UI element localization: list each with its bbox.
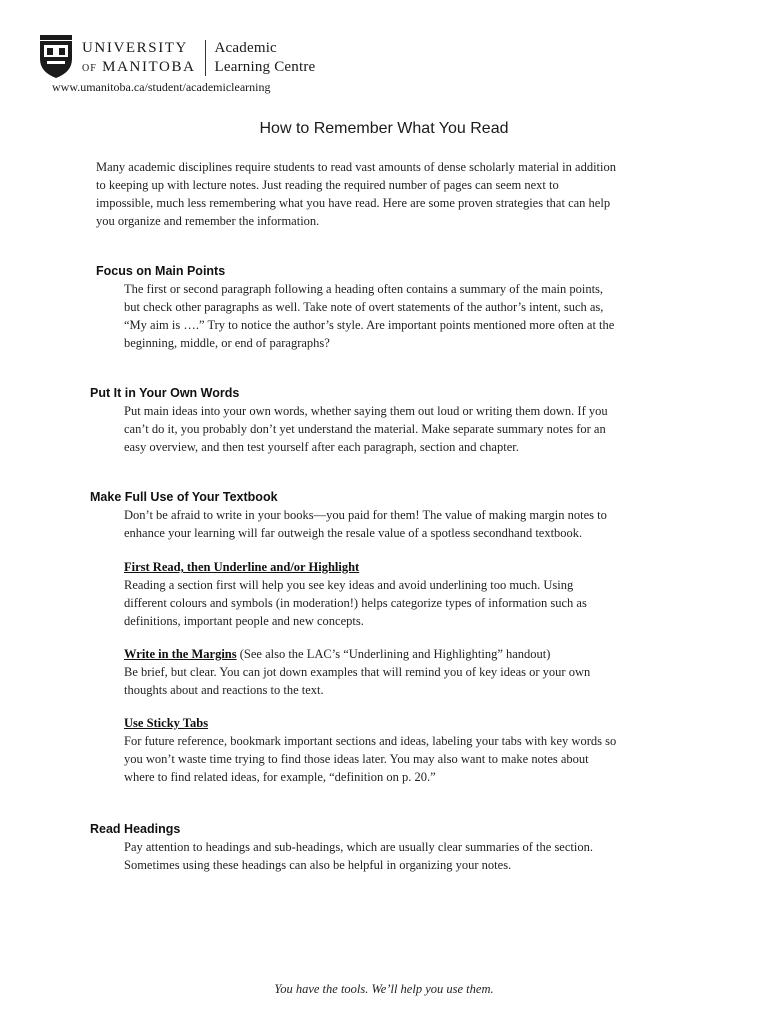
section-heading-main-points: Focus on Main Points [96, 264, 226, 278]
subsection-margins [124, 645, 714, 699]
body-line: you won’t waste time trying to find those ideas later. You may also want to make notes about [124, 752, 589, 766]
body-line: Be brief, but clear. You can jot down examples that will remind you of key ideas or your own [124, 665, 591, 679]
body-line: The first or second paragraph following a heading often contains a summary of the main points, [124, 282, 604, 296]
section-body-own-words [124, 402, 704, 456]
body-line: thoughts about and reactions to the text. [124, 683, 324, 697]
centre-name [215, 39, 316, 77]
body-line: Pay attention to headings and sub-headings, which are usually clear summaries of the section. [124, 840, 593, 854]
body-line: Don’t be afraid to write in your books—you paid for them! The value of making margin notes to [124, 508, 607, 522]
body-line: beginning, middle, or end of paragraphs? [124, 336, 330, 350]
section-heading-textbook: Make Full Use of Your Textbook [90, 490, 278, 504]
logo-of: OF [82, 63, 97, 74]
document-title: How to Remember What You Read [259, 120, 509, 137]
subsection-sticky-tabs [124, 714, 714, 786]
subsection-title: First Read, then Underline and/or Highlight [124, 560, 360, 574]
subsection-first-read [124, 558, 714, 630]
university-wordmark [82, 39, 196, 78]
body-line: but check other paragraphs as well. Take note of overt statements of the author’s intent, such as, [124, 300, 604, 314]
subsection-title: Use Sticky Tabs [124, 716, 209, 730]
subsection-title-suffix: (See also the LAC’s “Underlining and Highlighting” handout) [236, 647, 551, 661]
section-body-main-points [124, 280, 704, 352]
logo-line-university: UNIVERSITY [82, 40, 188, 56]
body-line: Sometimes using these headings can also be helpful in organizing your notes. [124, 858, 512, 872]
body-line: definitions, important people and new concepts. [124, 614, 364, 628]
section-body-headings [124, 838, 704, 874]
body-line: Reading a section first will help you see key ideas and avoid underlining too much. Using [124, 578, 574, 592]
university-crest-icon [38, 35, 74, 79]
website-url[interactable]: www.umanitoba.ca/student/academiclearning [52, 80, 271, 94]
body-line: enhance your learning will far outweigh the resale value of a spotless secondhand textbook. [124, 526, 583, 540]
university-logo [38, 35, 315, 79]
body-line: For future reference, bookmark important sections and ideas, labeling your tabs with key words so [124, 734, 617, 748]
body-line: easy overview, and then test yourself after each paragraph, section and chapter. [124, 440, 519, 454]
body-line: different colours and symbols (in moderation!) helps categorize types of information such as [124, 596, 587, 610]
body-line: Put main ideas into your own words, whether saying them out loud or writing them down. If you [124, 404, 608, 418]
intro-line: you organize and remember the information. [96, 214, 320, 228]
logo-divider [205, 40, 206, 76]
intro-paragraph [96, 158, 696, 230]
centre-line-1: Academic [214, 40, 277, 56]
logo-line-manitoba [82, 58, 196, 78]
body-line: can’t do it, you probably don’t yet understand the material. Make separate summary notes for an [124, 422, 606, 436]
section-heading-own-words: Put It in Your Own Words [90, 386, 240, 400]
intro-line: to keeping up with lecture notes. Just reading the required number of pages can seem next to [96, 178, 559, 192]
footer-tagline: You have the tools. We’ll help you use them. [274, 982, 494, 996]
centre-line-2: Learning Centre [214, 59, 316, 75]
intro-line: impossible, much less remembering what you have read. Here are some proven strategies that can help [96, 196, 611, 210]
intro-line: Many academic disciplines require students to read vast amounts of dense scholarly material in addition [96, 160, 616, 174]
logo-manitoba: MANITOBA [102, 59, 196, 75]
section-body-textbook [124, 506, 704, 542]
body-line: “My aim is ….” Try to notice the author’s style. Are important points mentioned more often at the [124, 318, 615, 332]
body-line: where to find related ideas, for example, “definition on p. 20.” [124, 770, 436, 784]
subsection-title: Write in the Margins [124, 647, 237, 661]
section-heading-headings: Read Headings [90, 822, 181, 836]
